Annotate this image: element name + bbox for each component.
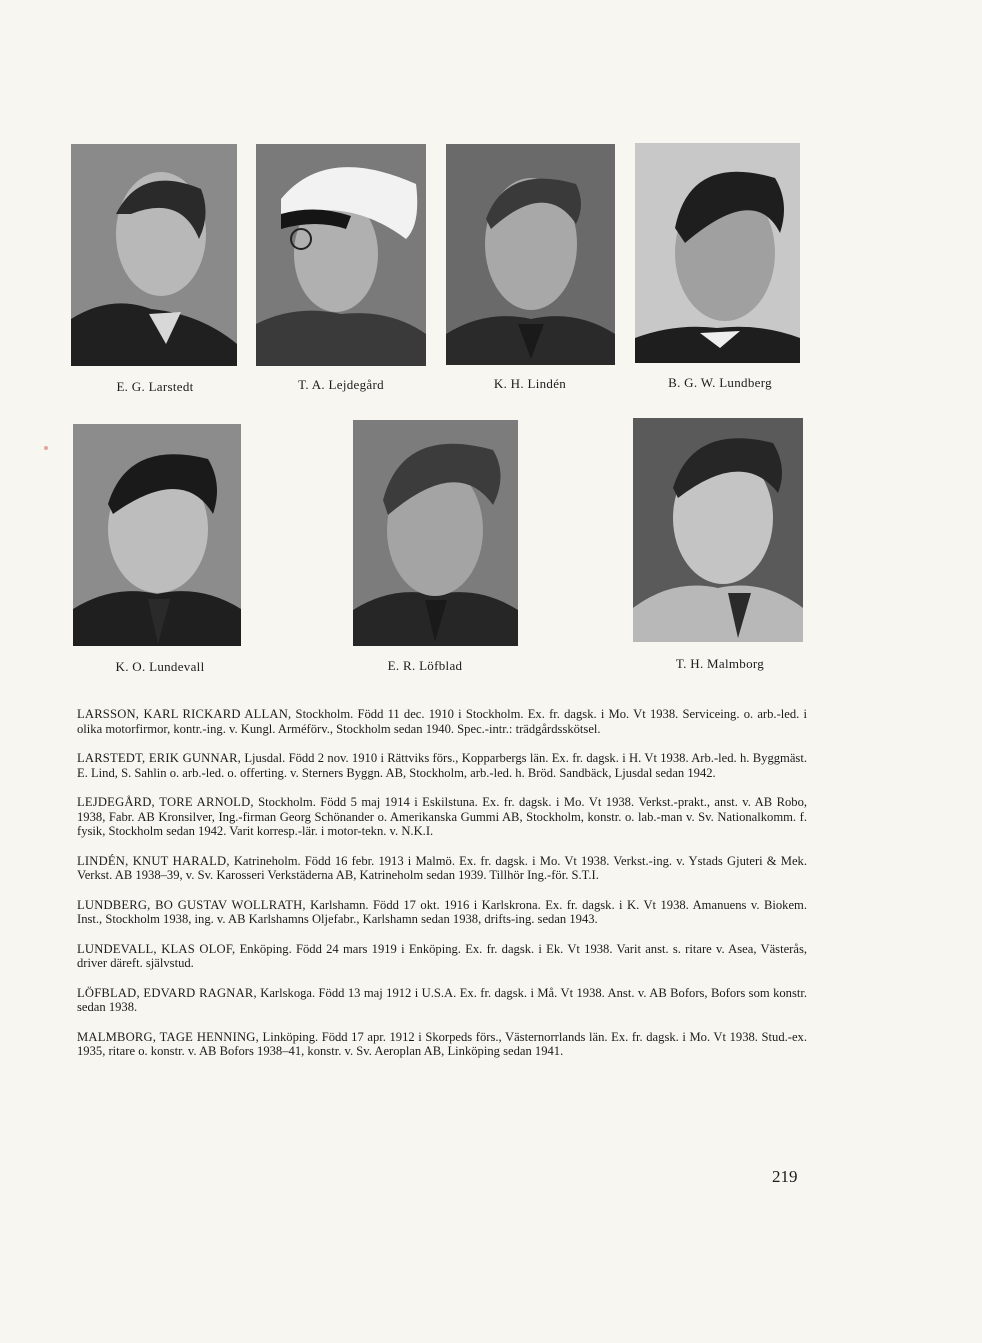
portrait-photo-linden	[446, 144, 615, 365]
portrait-photo-lundberg	[635, 143, 800, 363]
portrait-photo-lejdegard	[256, 144, 426, 366]
biography-entry	[77, 942, 807, 971]
entry-text: Karlskoga. Född 13 maj 1912 i U.S.A. Ex. fr. dagsk. i Må. Vt 1938. Anst. v. AB Bofors, Bofors som konstr. sedan 1938.	[77, 985, 808, 1014]
biography-list	[77, 707, 807, 1074]
portrait-caption: E. G. Larstedt	[116, 379, 194, 394]
entry-name: LEJDEGÅRD, TORE ARNOLD,	[77, 795, 254, 809]
entry-name: LARSSON, KARL RICKARD ALLAN,	[77, 707, 292, 721]
portrait-photo-larstedt	[71, 144, 237, 366]
entry-text: Ljusdal. Född 2 nov. 1910 i Rättviks förs., Kopparbergs län. Ex. fr. dagsk. i H. Vt 1938. Arb.-led. h. Byggmäst. E. Lind, S. Sahlin o. arb.-led. o. offerting. v. Sterners Byggn. AB, Stockholm, arb.-led. h. Bröd. Sandbäck, Ljusdal sedan 1942.	[77, 751, 807, 780]
page-number: 219	[772, 1167, 798, 1186]
portrait-photo-lundevall	[73, 424, 241, 646]
portrait-caption: K. H. Lindén	[493, 376, 567, 391]
portrait-caption: K. O. Lundevall	[115, 659, 205, 674]
entry-name: LINDÉN, KNUT HARALD,	[77, 853, 230, 868]
biography-entry	[77, 707, 807, 736]
portrait-photo-lofblad	[353, 420, 518, 646]
entry-name: LUNDEVALL, KLAS OLOF,	[77, 941, 236, 956]
biography-entry	[77, 854, 807, 883]
entry-name: LÖFBLAD, EDVARD RAGNAR,	[77, 985, 257, 1000]
entry-text: Enköping. Född 24 mars 1919 i Enköping. Ex. fr. dagsk. i Ek. Vt 1938. Varit anst. s. ritare v. Asea, Västerås, driver däreft. självstud.	[77, 941, 808, 970]
biography-entry	[77, 1030, 807, 1059]
entry-text: Linköping. Född 17 apr. 1912 i Skorpeds förs., Västernorrlands län. Ex. fr. dagsk. i Mo. Vt 1938. Stud.-ex. 1935, ritare o. konstr. v. AB Bofors 1938–41, konstr. v. Sv. Aeroplan AB, Linköping sedan 1941.	[77, 1029, 807, 1058]
biography-entry	[77, 795, 807, 839]
portrait-caption: E. R. Löfblad	[387, 658, 463, 673]
biography-entry	[77, 898, 807, 927]
biography-entry	[77, 751, 807, 780]
portrait-photo-malmborg	[633, 418, 803, 642]
entry-name: LUNDBERG, BO GUSTAV WOLLRATH,	[77, 897, 306, 912]
portrait-caption: B. G. W. Lundberg	[668, 375, 772, 390]
entry-text: Stockholm. Född 5 maj 1914 i Eskilstuna. Ex. fr. dagsk. i Mo. Vt 1938. Verkst.-prakt., anst. v. AB Robo, 1938, Fabr. AB Kronsilver, Ing.-firman Georg Schönander o. Amerikanska Gummi AB, Stockholm, konstr. o. lab.-man v. Sv. Nationalkomm. f. fysik, Stockholm sedan 1942. Varit korresp.-lär. i motor-tekn. v. N.K.I.	[77, 795, 808, 838]
biography-entry	[77, 986, 807, 1015]
entry-name: MALMBORG, TAGE HENNING,	[77, 1029, 259, 1044]
portrait-caption: T. H. Malmborg	[675, 656, 765, 671]
entry-text: Karlshamn. Född 17 okt. 1916 i Karlskrona. Ex. fr. dagsk. i K. Vt 1938. Amanuens v. Biokem. Inst., Stockholm 1938, ing. v. AB Karlshamns Oljefabr., Karlshamn sedan 1938, drifts-ing. sedan 1943.	[77, 897, 807, 926]
entry-text: Stockholm. Född 11 dec. 1910 i Stockholm. Ex. fr. dagsk. i Mo. Vt 1938. Serviceing. o. arb.-led. i olika motorfirmor, kontr.-ing. v. Kungl. Arméförv., Stockholm sedan 1940. Spec.-intr.: trädgårdsskötsel.	[77, 707, 807, 736]
paper-speck	[44, 446, 48, 450]
entry-text: Katrineholm. Född 16 febr. 1913 i Malmö. Ex. fr. dagsk. i Mo. Vt 1938. Verkst.-ing. v. Ystads Gjuteri & Mek. Verkst. AB 1938–39, v. Sv. Karosseri Verkstäderna AB, Katrineholm sedan 1939. Tillhör Ing.-för. S.T.I.	[77, 853, 807, 882]
entry-name: LARSTEDT, ERIK GUNNAR,	[77, 751, 242, 765]
portrait-caption: T. A. Lejdegård	[298, 377, 384, 392]
